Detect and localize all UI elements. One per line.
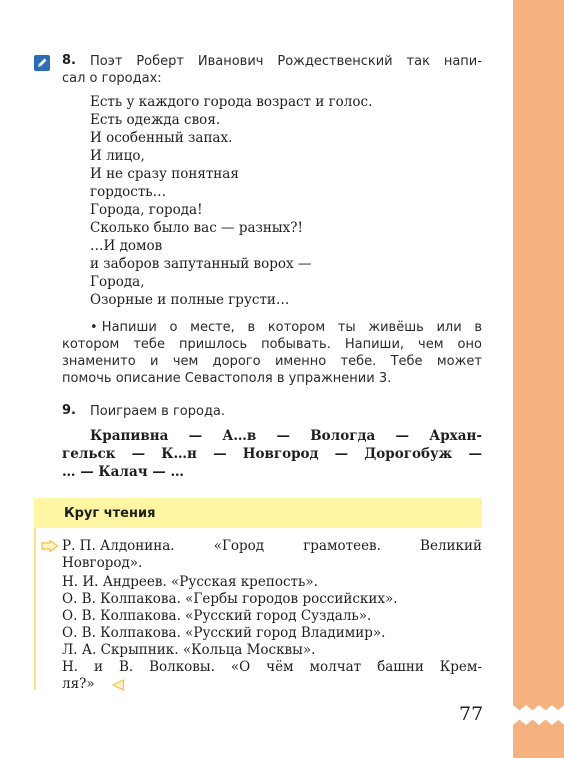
chain-line: Крапивна — А…в — Вологда — Архан- [90, 428, 482, 444]
book-entry: О. В. Колпакова. «Русский город Владимир». [62, 625, 386, 641]
book-entry: Н. И. Андреев. «Русская крепость». [62, 574, 318, 590]
task-8-intro-line-2: сал о городах: [62, 71, 162, 86]
chain-line: гельск — К…н — Новгород — Дорогобуж — [62, 446, 482, 462]
assignment-line: знаменито и чем дорого именно тебе. Тебе может [62, 354, 482, 369]
page-number: 77 [459, 703, 484, 725]
poem-line: Есть у каждого города возраст и голос. [90, 94, 373, 110]
poem-line: И не сразу понятная [90, 166, 239, 182]
chain-line: … — Калач — … [62, 464, 184, 480]
poem-line: гордость… [90, 184, 167, 200]
poem-line: Города, [90, 274, 145, 290]
poem-line: и заборов запутанный ворох — [90, 256, 312, 272]
poem-line: Озорные и полные грусти… [90, 292, 290, 308]
book-entry: ля?» [62, 676, 95, 692]
poem-line: И лицо, [90, 148, 145, 164]
arrow-left-outline-icon [111, 678, 125, 696]
poem-line: Есть одежда своя. [90, 112, 221, 128]
task-8-number: 8. [62, 53, 76, 68]
book-entry: Н. и В. Волковы. «О чём молчат башни Крем- [62, 659, 482, 675]
book-entry: Л. А. Скрыпник. «Кольца Москвы». [62, 642, 316, 658]
poem-line: …И домов [90, 238, 163, 254]
task-8-intro-line-1: Поэт Роберт Иванович Рождественский так напи- [90, 54, 482, 69]
book-entry: О. В. Колпакова. «Русский город Суздаль». [62, 608, 372, 624]
reading-circle-title: Круг чтения [64, 506, 156, 521]
task-9-intro: Поиграем в города. [90, 404, 226, 419]
assignment-line: • Напиши о месте, в котором ты живёшь или в [90, 320, 482, 335]
arrow-right-outline-icon [41, 539, 59, 557]
triangle-pattern-icon [513, 703, 564, 732]
poem-line: И особенный запах. [90, 130, 233, 146]
assignment-line: котором тебе пришлось побывать. Напиши, чем оно [62, 337, 482, 352]
poem-line: Сколько было вас — разных?! [90, 220, 303, 236]
task-9-number: 9. [62, 403, 76, 418]
assignment-line: помочь описание Севастополя в упражнении 3. [62, 371, 392, 386]
pencil-icon [34, 55, 50, 71]
book-entry: Р. П. Алдонина. «Город грамотеев. Великий [62, 538, 482, 554]
side-color-band [513, 0, 564, 758]
poem-line: Города, города! [90, 202, 203, 218]
book-entry: Новгород». [62, 555, 143, 571]
reading-circle-rule [34, 528, 36, 690]
book-entry: О. В. Колпакова. «Гербы городов российских». [62, 591, 398, 607]
